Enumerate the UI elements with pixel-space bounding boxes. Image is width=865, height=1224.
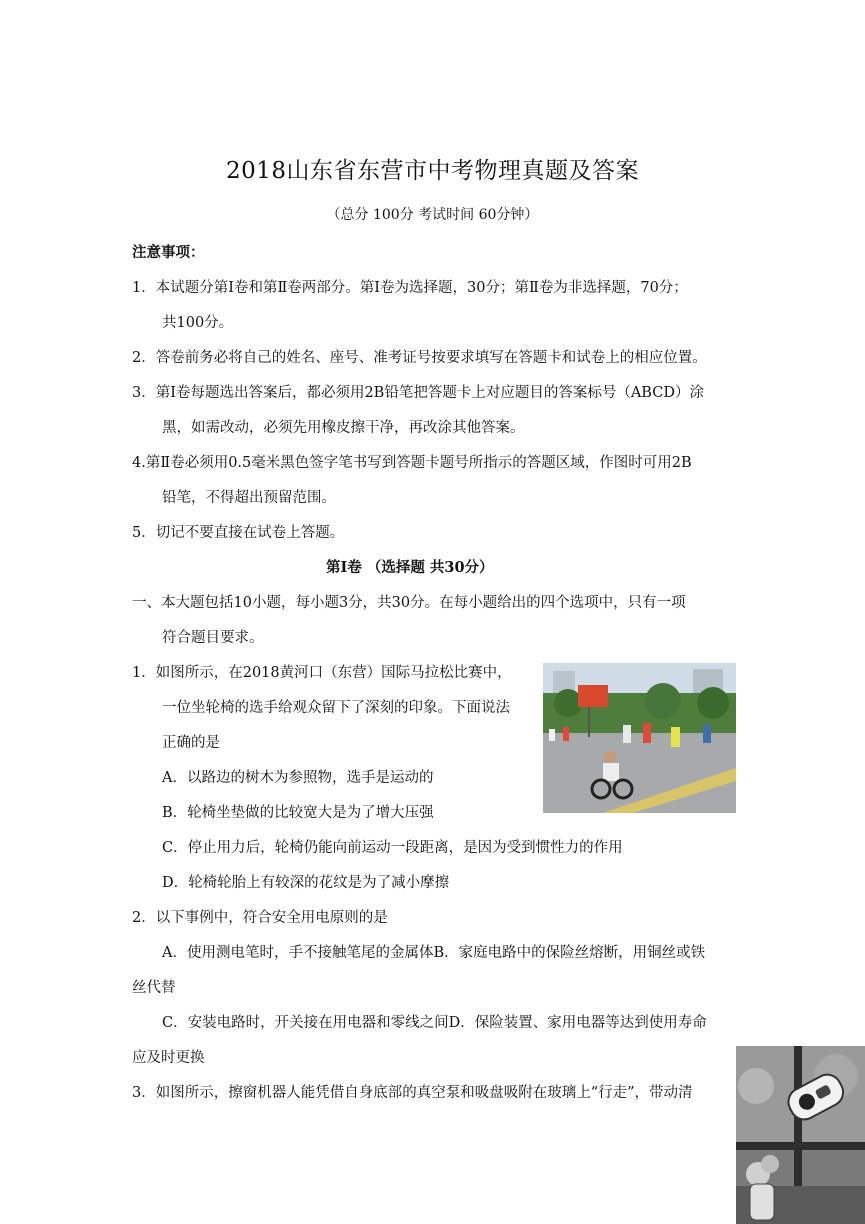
q1-stem-line: 正确的是 xyxy=(162,735,220,751)
section-intro-line: 一、本大题包括10小题，每小题3分，共30分。在每小题给出的四个选项中，只有一项 xyxy=(132,595,686,611)
section-heading: 第Ⅰ卷 （选择题 共30分） xyxy=(326,559,494,576)
notice-line: 铅笔，不得超出预留范围。 xyxy=(162,490,336,506)
notice-line: 2．答卷前务必将自己的姓名、座号、准考证号按要求填写在答题卡和试卷上的相应位置。 xyxy=(132,350,707,366)
notice-line: 1．本试题分第Ⅰ卷和第Ⅱ卷两部分。第Ⅰ卷为选择题，30分；第Ⅱ卷为非选择题，70分； xyxy=(132,280,688,296)
document-title: 2018山东省东营市中考物理真题及答案 xyxy=(225,158,640,184)
marathon-photo xyxy=(543,663,736,813)
window-robot-photo xyxy=(736,1046,865,1224)
q2-option-line: 应及时更换 xyxy=(132,1050,205,1066)
document-subtitle: （总分 100分 考试时间 60分钟） xyxy=(326,207,539,223)
notice-heading: 注意事项： xyxy=(132,244,205,261)
q2-option-line: A．使用测电笔时，手不接触笔尾的金属体B．家庭电路中的保险丝熔断，用铜丝或铁 xyxy=(162,945,706,961)
q1-option-d: D．轮椅轮胎上有较深的花纹是为了减小摩擦 xyxy=(162,875,450,891)
notice-line: 共100分。 xyxy=(162,315,234,331)
q1-option-c: C．停止用力后，轮椅仍能向前运动一段距离，是因为受到惯性力的作用 xyxy=(162,840,623,856)
section-intro-line: 符合题目要求。 xyxy=(162,630,264,646)
q1-stem-line: 一位坐轮椅的选手给观众留下了深刻的印象。下面说法 xyxy=(162,700,510,716)
q1-option-a: A．以路边的树木为参照物，选手是运动的 xyxy=(162,770,434,786)
q1-option-b: B．轮椅坐垫做的比较宽大是为了增大压强 xyxy=(162,805,434,821)
notice-line: 3．第Ⅰ卷每题选出答案后，都必须用2B铅笔把答题卡上对应题目的答案标号（ABCD）涂 xyxy=(132,385,704,401)
q3-stem: 3．如图所示，擦窗机器人能凭借自身底部的真空泵和吸盘吸附在玻璃上“行走”，带动清 xyxy=(132,1085,693,1101)
q2-stem: 2．以下事例中，符合安全用电原则的是 xyxy=(132,910,388,926)
q1-stem-line: 1．如图所示，在2018黄河口（东营）国际马拉松比赛中， xyxy=(132,665,512,681)
notice-line: 4.第Ⅱ卷必须用0.5毫米黑色签字笔书写到答题卡题号所指示的答题区域，作图时可用2B xyxy=(132,455,692,471)
q2-option-line: 丝代替 xyxy=(132,980,176,996)
notice-line: 5．切记不要直接在试卷上答题。 xyxy=(132,525,345,541)
q2-option-line: C．安装电路时，开关接在用电器和零线之间D．保险装置、家用电器等达到使用寿命 xyxy=(162,1015,707,1031)
notice-line: 黑，如需改动，必须先用橡皮擦干净，再改涂其他答案。 xyxy=(162,420,525,436)
